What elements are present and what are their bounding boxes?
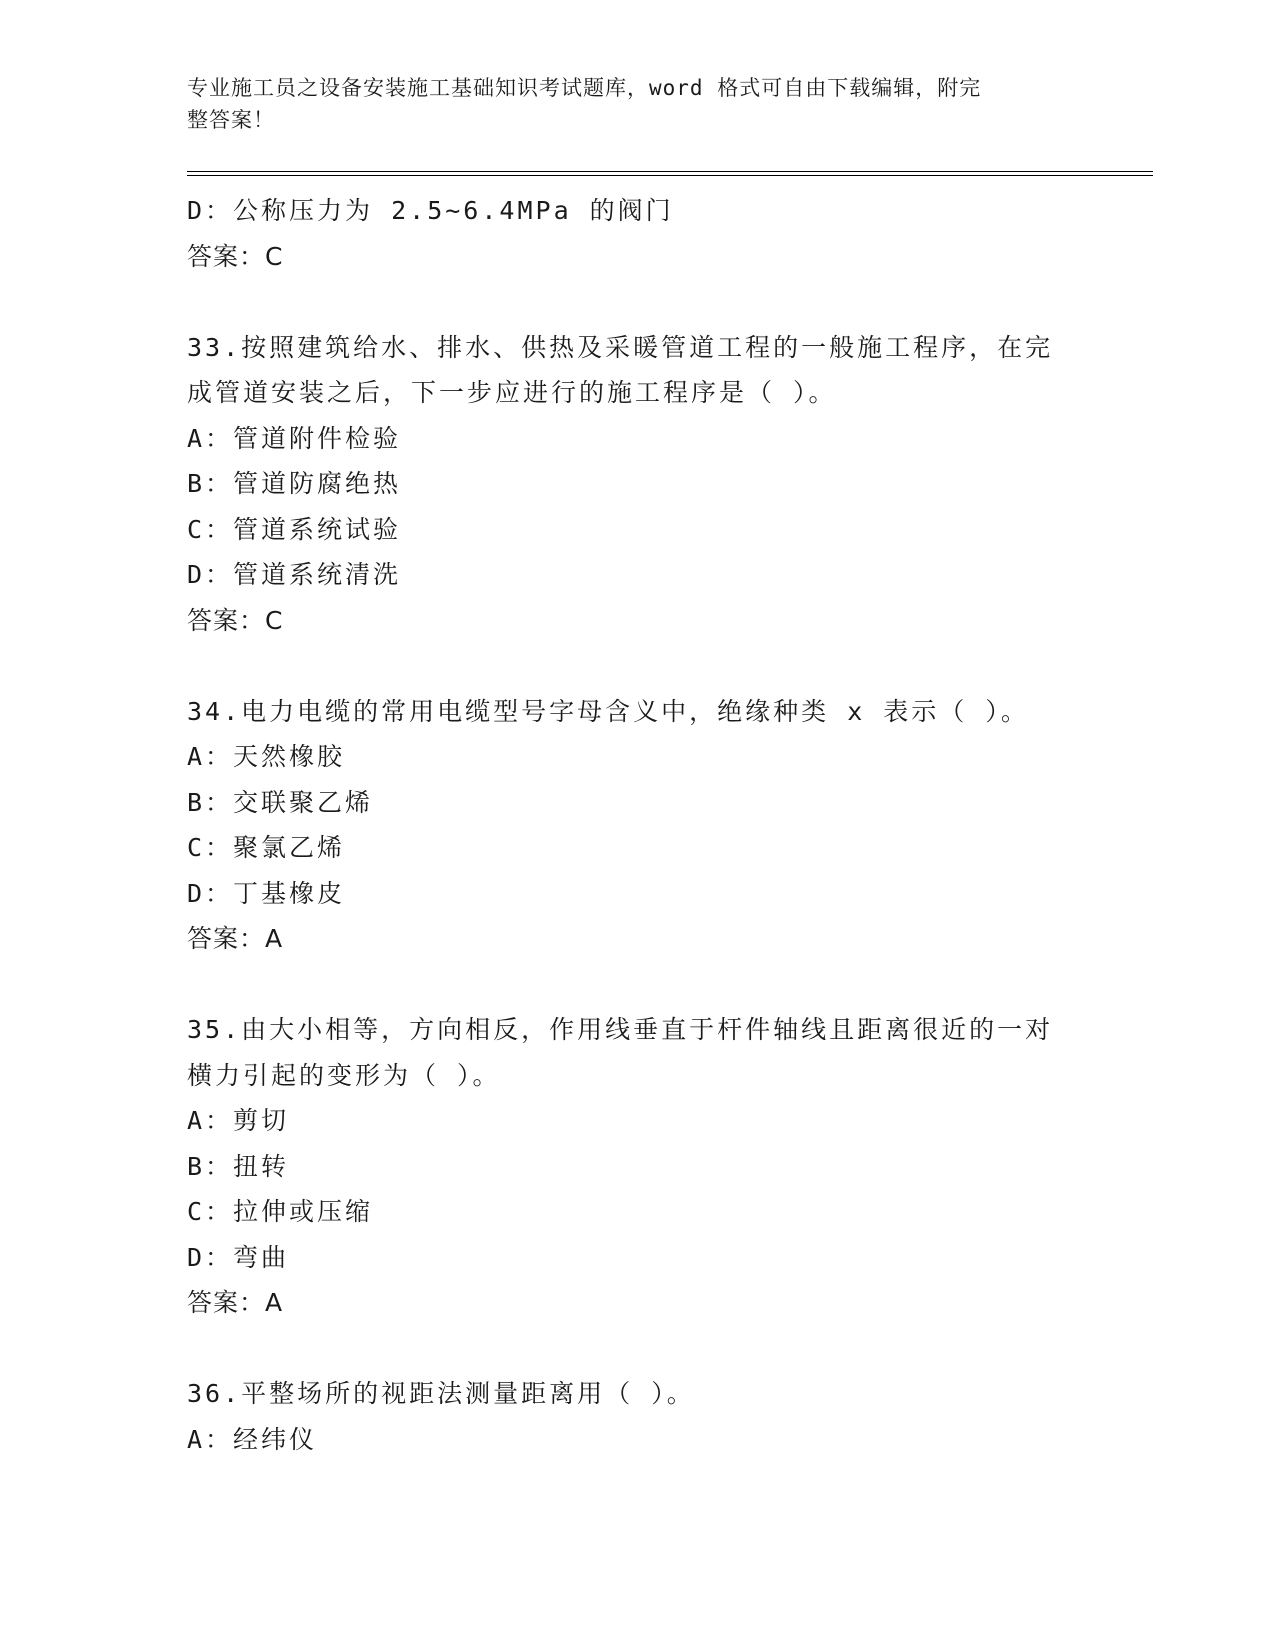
question-block-32-tail <box>187 188 1087 279</box>
question-text: 35.由大小相等，方向相反，作用线垂直于杆件轴线且距离很近的一对 <box>187 1015 1054 1044</box>
question-list <box>187 188 1087 1462</box>
option-d: D：管道系统清洗 <box>187 560 402 589</box>
question-text-cont: 成管道安装之后，下一步应进行的施工程序是（ ）。 <box>187 378 837 407</box>
header-divider-top <box>187 171 1153 172</box>
option-d: D：弯曲 <box>187 1242 290 1272</box>
option-a: A：剪切 <box>187 1106 290 1135</box>
spacer <box>187 643 1087 689</box>
answer-line: 答案：A <box>187 924 284 953</box>
option-d: D：公称压力为 2.5~6.4MPa 的阀门 <box>187 196 674 225</box>
option-c: C：拉伸或压缩 <box>187 1197 374 1226</box>
option-a: A：经纬仪 <box>187 1424 318 1454</box>
header-divider-bottom <box>187 175 1153 176</box>
option-c: C：管道系统试验 <box>187 514 402 544</box>
answer-line: 答案：C <box>187 605 284 635</box>
question-text: 34.电力电缆的常用电缆型号字母含义中，绝缘种类 x 表示（ ）。 <box>187 696 1029 726</box>
header-line-2: 整答案！ <box>187 108 275 132</box>
option-b: B：扭转 <box>187 1151 290 1181</box>
question-text: 36.平整场所的视距法测量距离用（ ）。 <box>187 1379 695 1408</box>
option-a: A：天然橡胶 <box>187 742 346 771</box>
question-block-33 <box>187 325 1087 644</box>
spacer <box>187 1326 1087 1372</box>
option-a: A：管道附件检验 <box>187 423 402 453</box>
option-c: C：聚氯乙烯 <box>187 833 346 862</box>
spacer <box>187 279 1087 325</box>
question-block-35 <box>187 1007 1087 1326</box>
header-line-1: 专业施工员之设备安装施工基础知识考试题库，word 格式可自由下载编辑，附完 <box>187 76 982 100</box>
question-text-cont: 横力引起的变形为（ ）。 <box>187 1060 501 1090</box>
question-text: 33.按照建筑给水、排水、供热及采暖管道工程的一般施工程序，在完 <box>187 332 1054 362</box>
document-header <box>187 72 1067 136</box>
answer-line: 答案：A <box>187 1288 284 1317</box>
option-b: B：管道防腐绝热 <box>187 469 402 498</box>
spacer <box>187 962 1087 1008</box>
option-d: D：丁基橡皮 <box>187 878 346 908</box>
answer-line: 答案：C <box>187 241 284 271</box>
question-block-34 <box>187 689 1087 962</box>
question-block-36 <box>187 1371 1087 1462</box>
option-b: B：交联聚乙烯 <box>187 787 374 817</box>
